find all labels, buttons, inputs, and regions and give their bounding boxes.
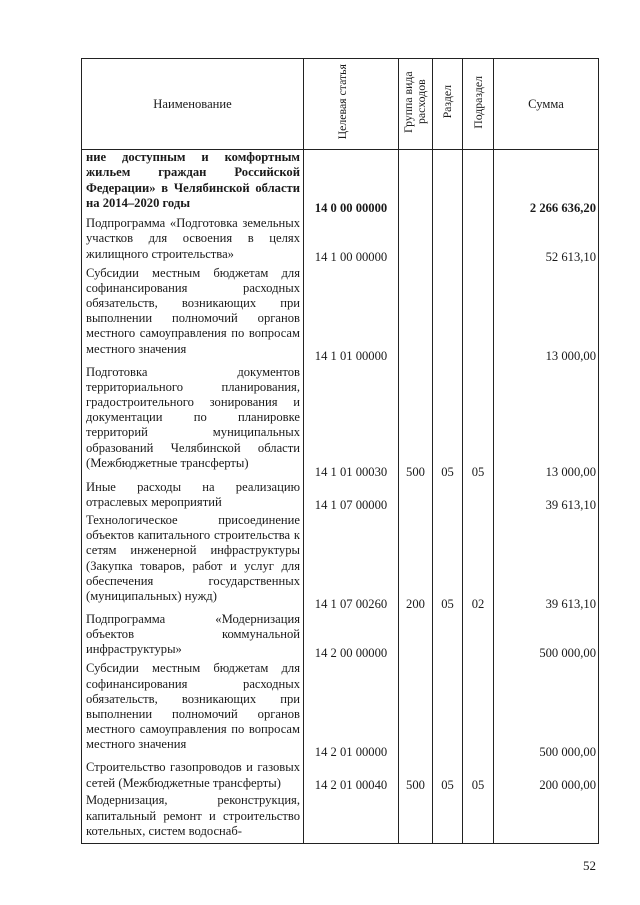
cell-section <box>433 793 463 843</box>
cell-name: Модернизация, реконструкция, капитальный ремонт и строительство котельных, систем водоснаб- <box>82 793 304 843</box>
table-row <box>82 365 599 480</box>
cell-subsection <box>463 266 494 365</box>
cell-section <box>433 480 463 513</box>
table-row <box>82 793 599 843</box>
cell-code: 14 1 07 00260 <box>304 513 399 612</box>
cell-group <box>399 612 433 661</box>
cell-code: 14 1 01 00030 <box>304 365 399 480</box>
cell-sum: 39 613,10 <box>494 513 599 612</box>
cell-sum: 39 613,10 <box>494 480 599 513</box>
cell-sum: 500 000,00 <box>494 612 599 661</box>
cell-section <box>433 661 463 760</box>
header-section: Раздел <box>433 59 463 150</box>
header-group: Группа вида расходов <box>399 59 433 150</box>
cell-group <box>399 661 433 760</box>
table-header-row <box>82 59 599 150</box>
table-row <box>82 150 599 217</box>
budget-table <box>81 58 599 844</box>
header-target: Целевая статья <box>304 59 399 150</box>
page-number: 52 <box>583 858 596 873</box>
table-row <box>82 760 599 793</box>
cell-subsection: 02 <box>463 513 494 612</box>
table-row <box>82 216 599 265</box>
cell-code: 14 2 00 00000 <box>304 612 399 661</box>
header-subsection: Подраздел <box>463 59 494 150</box>
cell-name: Подпрограмма «Подготовка земельных участков для освоения в целях жилищного строительства» <box>82 216 304 265</box>
cell-code: 14 2 01 00000 <box>304 661 399 760</box>
cell-code: 14 2 01 00040 <box>304 760 399 793</box>
table-row <box>82 612 599 661</box>
cell-name: Подпрограмма «Модернизация объектов коммунальной инфраструктуры» <box>82 612 304 661</box>
cell-sum: 500 000,00 <box>494 661 599 760</box>
header-sum: Сумма <box>494 59 599 150</box>
cell-group: 500 <box>399 365 433 480</box>
cell-sum <box>494 793 599 843</box>
cell-section <box>433 266 463 365</box>
cell-subsection: 05 <box>463 365 494 480</box>
header-name: Наименование <box>82 59 304 150</box>
cell-section: 05 <box>433 513 463 612</box>
cell-sum: 13 000,00 <box>494 266 599 365</box>
cell-name: ние доступным и комфортным жильем граждан Российской Федерации» в Челябинской области на 2014–2020 годы <box>82 150 304 217</box>
cell-code: 14 0 00 00000 <box>304 150 399 217</box>
cell-section <box>433 150 463 217</box>
cell-subsection <box>463 216 494 265</box>
cell-section: 05 <box>433 365 463 480</box>
cell-name: Подготовка документов территориального планирования, градостроительного зонирования и документации по планировке территорий муниципальных образований Челябинской области (Межбюджетные трансферты) <box>82 365 304 480</box>
cell-section <box>433 216 463 265</box>
table-row <box>82 661 599 760</box>
cell-name: Иные расходы на реализацию отраслевых мероприятий <box>82 480 304 513</box>
cell-group: 200 <box>399 513 433 612</box>
table-row <box>82 513 599 612</box>
cell-subsection: 05 <box>463 760 494 793</box>
cell-code <box>304 793 399 843</box>
table-row <box>82 266 599 365</box>
cell-code: 14 1 00 00000 <box>304 216 399 265</box>
table-row <box>82 480 599 513</box>
cell-group <box>399 150 433 217</box>
cell-section <box>433 612 463 661</box>
cell-subsection <box>463 150 494 217</box>
cell-code: 14 1 01 00000 <box>304 266 399 365</box>
cell-sum: 2 266 636,20 <box>494 150 599 217</box>
cell-sum: 13 000,00 <box>494 365 599 480</box>
cell-group <box>399 480 433 513</box>
cell-name: Строительство газопроводов и газовых сетей (Межбюджетные трансферты) <box>82 760 304 793</box>
cell-group: 500 <box>399 760 433 793</box>
cell-section: 05 <box>433 760 463 793</box>
cell-subsection <box>463 793 494 843</box>
cell-sum: 200 000,00 <box>494 760 599 793</box>
cell-name: Субсидии местным бюджетам для софинансирования расходных обязательств, возникающих при выполнении полномочий органов местного самоуправления по вопросам местного значения <box>82 661 304 760</box>
cell-sum: 52 613,10 <box>494 216 599 265</box>
cell-group <box>399 216 433 265</box>
cell-subsection <box>463 480 494 513</box>
cell-code: 14 1 07 00000 <box>304 480 399 513</box>
cell-group <box>399 266 433 365</box>
cell-name: Субсидии местным бюджетам для софинансирования расходных обязательств, возникающих при выполнении полномочий органов местного самоуправления по вопросам местного значения <box>82 266 304 365</box>
cell-subsection <box>463 612 494 661</box>
cell-group <box>399 793 433 843</box>
cell-name: Технологическое присоединение объектов капитального строительства к сетям инженерной инфраструктуры (Закупка товаров, работ и услуг для обеспечения государственных (муниципальных) нужд) <box>82 513 304 612</box>
cell-subsection <box>463 661 494 760</box>
